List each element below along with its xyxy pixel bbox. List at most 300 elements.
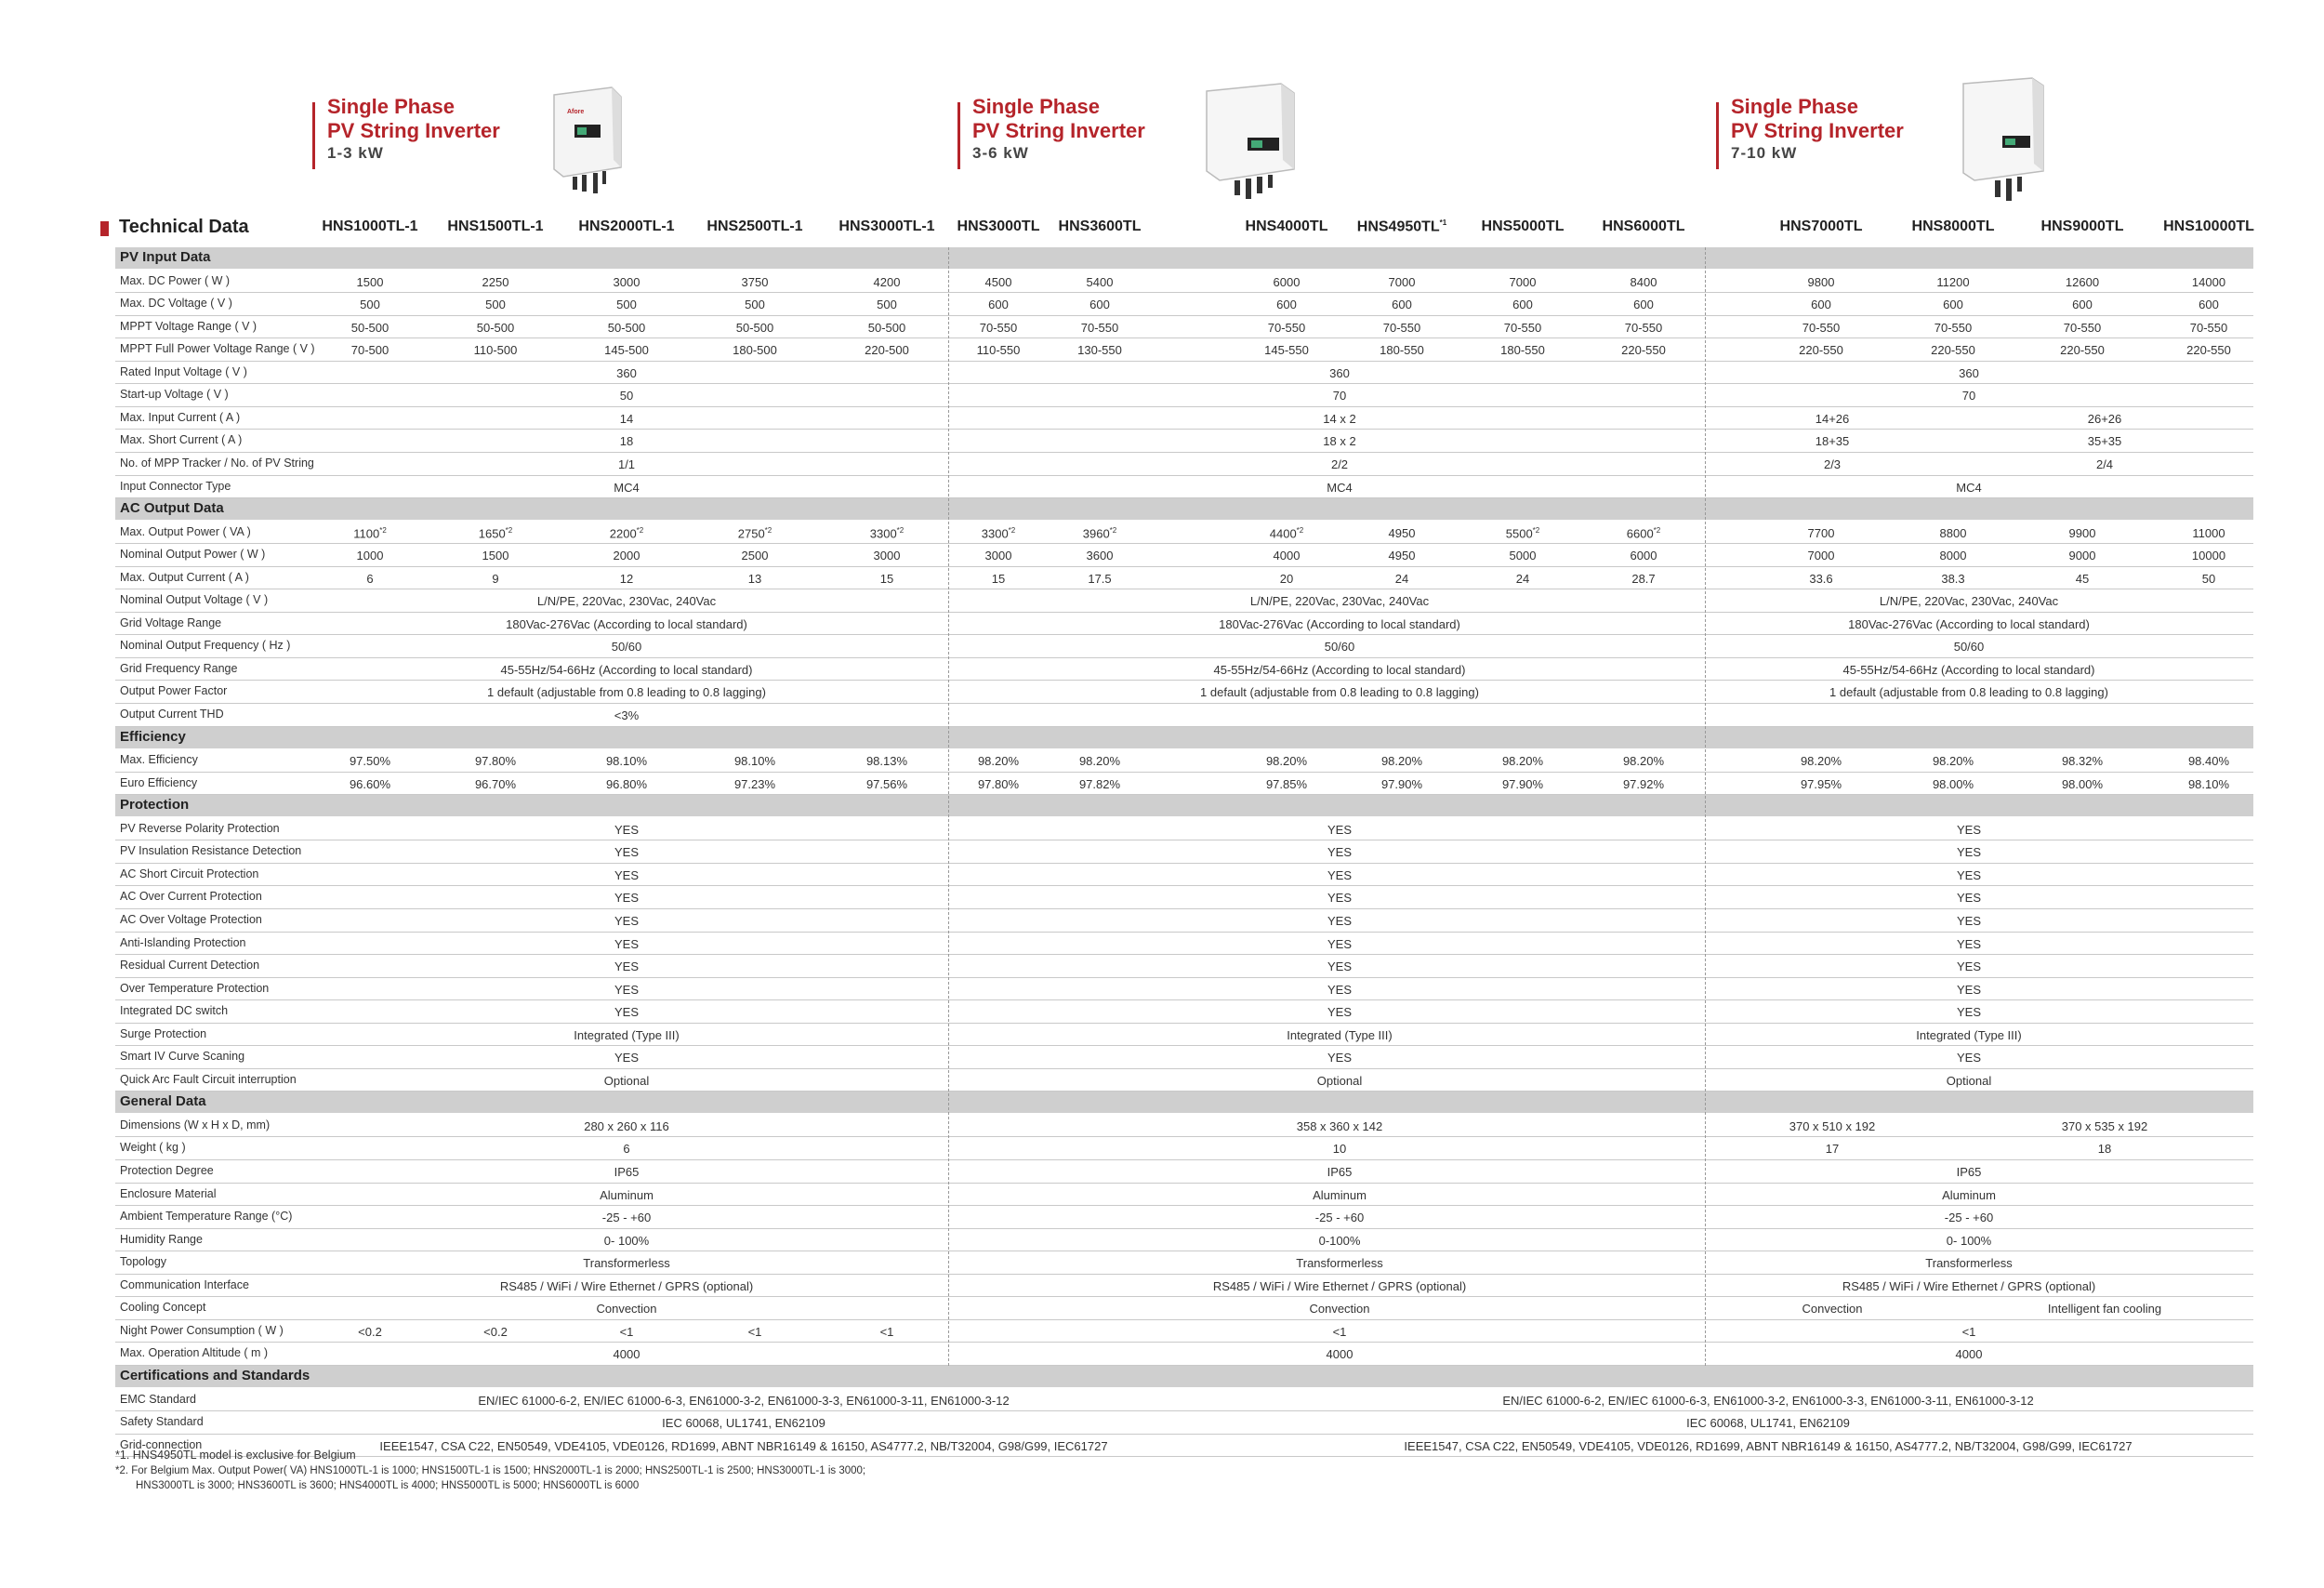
row-separator xyxy=(115,452,2253,453)
cell-value: 45-55Hz/54-66Hz (According to local standard) xyxy=(1213,662,1466,677)
cell-value: 5500$^{*2}$ xyxy=(1505,525,1540,540)
cell-value: 360 xyxy=(616,365,637,380)
row-separator xyxy=(115,1068,2253,1069)
cell-value: 145-550 xyxy=(1264,343,1309,358)
cell-value: 50-500 xyxy=(735,320,774,335)
cell-value: 97.23% xyxy=(733,776,776,791)
row-separator xyxy=(115,1296,2253,1297)
row-separator xyxy=(115,932,2253,933)
row-separator xyxy=(115,337,2253,338)
cell-value: YES xyxy=(614,845,640,860)
cell-value: 220-550 xyxy=(1621,343,1666,358)
cell-value: 370 x 510 x 192 xyxy=(1789,1118,1876,1133)
cell-value: 97.50% xyxy=(349,754,391,769)
cell-value: 70-550 xyxy=(979,320,1018,335)
section-title: Certifications and Standards xyxy=(120,1367,310,1383)
row-separator xyxy=(115,475,2253,476)
row-label: PV Reverse Polarity Protection xyxy=(120,821,280,835)
row-separator xyxy=(115,315,2253,316)
cell-value: 5000 xyxy=(1509,549,1537,563)
row-separator xyxy=(115,292,2253,293)
cell-value: 180Vac-276Vac (According to local standard) xyxy=(506,616,747,631)
row-separator xyxy=(115,1456,2253,1457)
cell-value: 1000 xyxy=(356,549,384,563)
cell-value: 12600 xyxy=(2065,274,2100,289)
cell-value: 45-55Hz/54-66Hz (According to local standard) xyxy=(500,662,753,677)
cell-value: YES xyxy=(1327,959,1353,974)
cell-value: 15 xyxy=(879,571,894,586)
cell-value: 70 xyxy=(1961,389,1976,404)
row-separator xyxy=(115,429,2253,430)
cell-value: 2250 xyxy=(482,274,509,289)
section-header xyxy=(115,1366,2253,1387)
cell-value: 4500 xyxy=(984,274,1012,289)
cell-value: <3% xyxy=(614,708,640,722)
cell-value: 4000 xyxy=(1273,549,1301,563)
cell-value: 1650$^{*2}$ xyxy=(478,525,513,540)
cell-value: <1 xyxy=(1332,1324,1347,1339)
cell-value: Integrated (Type III) xyxy=(1916,1027,2022,1042)
cell-value: 3000 xyxy=(873,549,901,563)
value-footnote-mark: *2 xyxy=(1008,525,1016,535)
cell-value: 600 xyxy=(1392,298,1412,312)
cell-value: 11200 xyxy=(1936,274,1970,289)
row-label: Max. Short Current ( A ) xyxy=(120,433,243,447)
cell-value: 2000 xyxy=(613,549,640,563)
cell-value: 70-500 xyxy=(350,343,390,358)
row-separator xyxy=(115,977,2253,978)
cell-value: YES xyxy=(614,822,640,837)
cell-value: YES xyxy=(1327,982,1353,997)
row-label: Anti-Islanding Protection xyxy=(120,935,246,949)
cell-value: 98.20% xyxy=(1265,754,1308,769)
cell-value: EN/IEC 61000-6-2, EN/IEC 61000-6-3, EN61000-3-2, EN61000-3-3, EN61000-3-11, EN61000-3-12 xyxy=(1502,1393,2034,1408)
cell-value: 33.6 xyxy=(1809,571,1833,586)
cell-value: 97.95% xyxy=(1800,776,1842,791)
row-separator xyxy=(115,1136,2253,1137)
row-separator xyxy=(115,1319,2253,1320)
cell-value: 98.20% xyxy=(1932,754,1974,769)
row-label: Communication Interface xyxy=(120,1277,249,1291)
cell-value: 3750 xyxy=(741,274,769,289)
cell-value: 600 xyxy=(1811,298,1831,312)
cell-value: 6 xyxy=(366,571,374,586)
row-separator xyxy=(115,1045,2253,1046)
model-name: HNS5000TL xyxy=(1481,218,1565,234)
cell-value: YES xyxy=(614,936,640,951)
cell-value: 0- 100% xyxy=(1946,1233,1992,1248)
value-footnote-mark: *2 xyxy=(636,525,644,535)
cell-value: 500 xyxy=(360,298,380,312)
cell-value: <1 xyxy=(1961,1324,1976,1339)
cell-value: <0.2 xyxy=(483,1324,508,1339)
cell-value: 45-55Hz/54-66Hz (According to local standard) xyxy=(1842,662,2095,677)
cell-value: 98.20% xyxy=(1078,754,1121,769)
cell-value: 20 xyxy=(1279,571,1294,586)
row-label: Output Current THD xyxy=(120,708,224,721)
cell-value: 3000 xyxy=(613,274,640,289)
cell-value: MC4 xyxy=(1327,480,1353,495)
cell-value: 8000 xyxy=(1939,549,1967,563)
cell-value: 3000 xyxy=(984,549,1012,563)
cell-value: Transformerless xyxy=(1925,1256,2013,1271)
footnote-2: *2. For Belgium Max. Output Power( VA) HNS1000TL-1 is 1000; HNS1500TL-1 is 1500; HNS2000TL-1 is 2000; HNS2500TL-1 is 2500; HNS3000TL-1 is 3000; xyxy=(115,1465,866,1476)
cell-value: 50-500 xyxy=(350,320,390,335)
row-label: Integrated DC switch xyxy=(120,1004,229,1018)
cell-value: IEEE1547, CSA C22, EN50549, VDE4105, VDE0126, RD1699, ABNT NBR16149 & 16150, AS4777.2, NB/T32004, G98/G99, IEC61727 xyxy=(1404,1438,2133,1453)
cell-value: 600 xyxy=(1943,298,1963,312)
cell-value: 220-550 xyxy=(2186,343,2231,358)
cell-value: 35+35 xyxy=(2087,434,2122,449)
value-footnote-mark: *2 xyxy=(1296,525,1304,535)
cell-value: 6000 xyxy=(1630,549,1657,563)
cell-value: -25 - +60 xyxy=(601,1211,652,1225)
cell-value: 7700 xyxy=(1807,525,1835,540)
cell-value: 180-500 xyxy=(733,343,777,358)
cell-value: 12 xyxy=(619,571,634,586)
cell-value: MC4 xyxy=(1956,480,1982,495)
cell-value: IP65 xyxy=(614,1165,640,1179)
header-line2: PV String Inverter xyxy=(972,119,1145,142)
value-footnote-mark: *2 xyxy=(379,525,387,535)
model-name: HNS10000TL xyxy=(2163,218,2254,234)
cell-value: 3600 xyxy=(1086,549,1114,563)
cell-value: RS485 / WiFi / Wire Ethernet / GPRS (optional) xyxy=(1212,1278,1467,1293)
group-divider xyxy=(948,247,949,1366)
row-separator xyxy=(115,908,2253,909)
cell-value: 1500 xyxy=(482,549,509,563)
row-separator xyxy=(115,954,2253,955)
cell-value: 2500 xyxy=(741,549,769,563)
cell-value: 28.7 xyxy=(1631,571,1656,586)
cell-value: 220-550 xyxy=(1931,343,1975,358)
cell-value: 26+26 xyxy=(2087,411,2122,426)
cell-value: 1/1 xyxy=(617,457,636,471)
cell-value: 600 xyxy=(1633,298,1654,312)
cell-value: Convection xyxy=(596,1302,657,1317)
section-header xyxy=(115,795,2253,816)
section-title: Protection xyxy=(120,797,190,814)
row-label: Grid Frequency Range xyxy=(120,661,238,675)
cell-value: Aluminum xyxy=(1313,1187,1367,1202)
row-label: AC Over Current Protection xyxy=(120,890,262,904)
value-footnote-mark: *2 xyxy=(1653,525,1661,535)
row-separator xyxy=(115,1183,2253,1184)
row-label: Cooling Concept xyxy=(120,1301,206,1315)
row-separator xyxy=(115,383,2253,384)
cell-value: MC4 xyxy=(614,480,640,495)
cell-value: RS485 / WiFi / Wire Ethernet / GPRS (optional) xyxy=(499,1278,754,1293)
row-separator xyxy=(115,406,2253,407)
value-footnote-mark: *2 xyxy=(764,525,772,535)
cell-value: 2750$^{*2}$ xyxy=(737,525,772,540)
value-footnote-mark: *2 xyxy=(1109,525,1117,535)
model-name: HNS8000TL xyxy=(1911,218,1995,234)
cell-value: 8800 xyxy=(1939,525,1967,540)
row-label: Start-up Voltage ( V ) xyxy=(120,388,229,402)
cell-value: 4950 xyxy=(1388,549,1416,563)
row-label: Max. Output Current ( A ) xyxy=(120,570,249,584)
cell-value: YES xyxy=(1956,936,1982,951)
cell-value: 7000 xyxy=(1388,274,1416,289)
footnote-2-cont: HNS3000TL is 3000; HNS3600TL is 3600; HNS4000TL is 4000; HNS5000TL is 5000; HNS6000TL is 6000 xyxy=(136,1480,640,1491)
row-label: Rated Input Voltage ( V ) xyxy=(120,364,247,378)
cell-value: 600 xyxy=(1276,298,1297,312)
row-label: Topology xyxy=(120,1255,167,1269)
header-range: 3-6 kW xyxy=(972,144,1029,162)
cell-value: -25 - +60 xyxy=(1944,1211,1994,1225)
model-name: HNS6000TL xyxy=(1602,218,1685,234)
section-header xyxy=(115,727,2253,748)
cell-value: YES xyxy=(1327,867,1353,882)
cell-value: 24 xyxy=(1394,571,1409,586)
cell-value: 98.20% xyxy=(977,754,1020,769)
cell-value: 1500 xyxy=(356,274,384,289)
cell-value: 4950 xyxy=(1388,525,1416,540)
cell-value: 4000 xyxy=(1326,1347,1353,1362)
cell-value: 70-550 xyxy=(1382,320,1421,335)
row-separator xyxy=(115,1159,2253,1160)
cell-value: 70-550 xyxy=(1624,320,1663,335)
cell-value: <0.2 xyxy=(358,1324,382,1339)
cell-value: 9 xyxy=(492,571,499,586)
cell-value: 98.20% xyxy=(1380,754,1423,769)
cell-value: 500 xyxy=(616,298,637,312)
cell-value: 50-500 xyxy=(867,320,906,335)
cell-value: 98.10% xyxy=(733,754,776,769)
cell-value: IEC 60068, UL1741, EN62109 xyxy=(662,1416,825,1431)
cell-value: YES xyxy=(1956,982,1982,997)
cell-value: 220-500 xyxy=(865,343,909,358)
cell-value: L/N/PE, 220Vac, 230Vac, 240Vac xyxy=(536,594,717,609)
cell-value: 2200$^{*2}$ xyxy=(609,525,644,540)
cell-value: 1 default (adjustable from 0.8 leading to 0.8 lagging) xyxy=(487,685,766,700)
cell-value: -25 - +60 xyxy=(1314,1211,1365,1225)
cell-value: 130-550 xyxy=(1077,343,1122,358)
cell-value: YES xyxy=(614,982,640,997)
cell-value: 98.40% xyxy=(2187,754,2230,769)
row-label: Max. Efficiency xyxy=(120,753,198,767)
cell-value: 220-550 xyxy=(1799,343,1843,358)
cell-value: 0-100% xyxy=(1318,1233,1361,1248)
header-line2: PV String Inverter xyxy=(327,119,500,142)
model-name: HNS2500TL-1 xyxy=(706,218,803,234)
section-title: AC Output Data xyxy=(120,500,224,517)
header-line1: Single Phase xyxy=(972,95,1100,118)
row-label: Max. Output Power ( VA ) xyxy=(120,524,251,538)
cell-value: 97.56% xyxy=(865,776,908,791)
cell-value: 97.92% xyxy=(1622,776,1665,791)
cell-value: 70-550 xyxy=(1802,320,1841,335)
cell-value: 50 xyxy=(619,389,634,404)
model-name: HNS2000TL-1 xyxy=(578,218,675,234)
row-separator xyxy=(115,657,2253,658)
cell-value: 97.80% xyxy=(977,776,1020,791)
cell-value: 70-550 xyxy=(1934,320,1973,335)
cell-value: IP65 xyxy=(1956,1165,1982,1179)
cell-value: Convection xyxy=(1802,1302,1863,1317)
row-separator xyxy=(115,1023,2253,1024)
row-label: Safety Standard xyxy=(120,1415,204,1429)
cell-value: YES xyxy=(614,867,640,882)
row-separator xyxy=(115,703,2253,704)
row-label: No. of MPP Tracker / No. of PV String xyxy=(120,456,314,470)
section-header xyxy=(115,498,2253,520)
row-label: Dimensions (W x H x D, mm) xyxy=(120,1118,271,1131)
row-label: PV Insulation Resistance Detection xyxy=(120,844,302,858)
cell-value: 220-550 xyxy=(2060,343,2105,358)
cell-value: YES xyxy=(614,1051,640,1065)
cell-value: 1100$^{*2}$ xyxy=(353,525,387,540)
model-footnote-mark: *1 xyxy=(1439,218,1447,227)
row-separator xyxy=(115,999,2253,1000)
row-label: AC Over Voltage Protection xyxy=(120,912,262,926)
cell-value: 50-500 xyxy=(607,320,646,335)
cell-value: 96.80% xyxy=(605,776,648,791)
row-separator xyxy=(115,612,2253,613)
model-name: HNS1000TL-1 xyxy=(322,218,418,234)
cell-value: 15 xyxy=(991,571,1006,586)
cell-value: 358 x 360 x 142 xyxy=(1296,1118,1383,1133)
value-footnote-mark: *2 xyxy=(505,525,513,535)
cell-value: YES xyxy=(1327,1051,1353,1065)
cell-value: 38.3 xyxy=(1941,571,1965,586)
cell-value: 97.90% xyxy=(1501,776,1544,791)
cell-value: 14+26 xyxy=(1815,411,1850,426)
row-separator xyxy=(115,566,2253,567)
cell-value: YES xyxy=(1956,891,1982,906)
cell-value: 98.20% xyxy=(1501,754,1544,769)
cell-value: 45 xyxy=(2075,571,2090,586)
cell-value: 98.00% xyxy=(2061,776,2104,791)
model-name: HNS3600TL xyxy=(1058,218,1142,234)
cell-value: L/N/PE, 220Vac, 230Vac, 240Vac xyxy=(1249,594,1430,609)
value-footnote-mark: *2 xyxy=(896,525,905,535)
cell-value: Aluminum xyxy=(600,1187,654,1202)
cell-value: 7000 xyxy=(1509,274,1537,289)
cell-value: <1 xyxy=(619,1324,634,1339)
cell-value: Transformerless xyxy=(583,1256,670,1271)
cell-value: 97.85% xyxy=(1265,776,1308,791)
cell-value: Aluminum xyxy=(1942,1187,1996,1202)
header-range: 7-10 kW xyxy=(1731,144,1798,162)
cell-value: 50/60 xyxy=(611,640,642,655)
cell-value: 370 x 535 x 192 xyxy=(2061,1118,2148,1133)
cell-value: 600 xyxy=(2072,298,2093,312)
cell-value: 280 x 260 x 116 xyxy=(584,1118,669,1133)
row-label: Nominal Output Voltage ( V ) xyxy=(120,593,269,607)
cell-value: 97.80% xyxy=(474,754,517,769)
cell-value: 13 xyxy=(747,571,762,586)
cell-value: 97.90% xyxy=(1380,776,1423,791)
cell-value: 6000 xyxy=(1273,274,1301,289)
cell-value: 110-500 xyxy=(473,343,518,358)
row-label: Max. DC Voltage ( V ) xyxy=(120,297,232,311)
group-divider xyxy=(1705,247,1706,1366)
cell-value: Optional xyxy=(1946,1073,1992,1088)
cell-value: 10000 xyxy=(2191,549,2226,563)
cell-value: Optional xyxy=(1316,1073,1363,1088)
row-label: Residual Current Detection xyxy=(120,959,260,973)
cell-value: 98.10% xyxy=(2187,776,2230,791)
cell-value: YES xyxy=(1956,959,1982,974)
cell-value: 2/4 xyxy=(2095,457,2114,471)
cell-value: 98.00% xyxy=(1932,776,1974,791)
cell-value: 18 xyxy=(619,434,634,449)
cell-value: Optional xyxy=(603,1073,650,1088)
cell-value: 600 xyxy=(2199,298,2219,312)
cell-value: IP65 xyxy=(1327,1165,1353,1179)
cell-value: 500 xyxy=(485,298,506,312)
cell-value: 2/2 xyxy=(1330,457,1349,471)
cell-value: YES xyxy=(1327,845,1353,860)
row-label: Surge Protection xyxy=(120,1026,207,1040)
cell-value: YES xyxy=(1327,822,1353,837)
cell-value: 70-550 xyxy=(1267,320,1306,335)
cell-value: 24 xyxy=(1515,571,1530,586)
cell-value: YES xyxy=(1956,845,1982,860)
cell-value: 96.60% xyxy=(349,776,391,791)
cell-value: 10 xyxy=(1332,1142,1347,1157)
cell-value: Integrated (Type III) xyxy=(574,1027,680,1042)
row-label: Smart IV Curve Scaning xyxy=(120,1050,245,1064)
cell-value: EN/IEC 61000-6-2, EN/IEC 61000-6-3, EN61000-3-2, EN61000-3-3, EN61000-3-11, EN61000-3-12 xyxy=(478,1393,1010,1408)
row-separator xyxy=(115,634,2253,635)
cell-value: Convection xyxy=(1309,1302,1370,1317)
header-range: 1-3 kW xyxy=(327,144,384,162)
row-label: Max. Input Current ( A ) xyxy=(120,410,241,424)
header-line2: PV String Inverter xyxy=(1731,119,1904,142)
cell-value: IEEE1547, CSA C22, EN50549, VDE4105, VDE0126, RD1699, ABNT NBR16149 & 16150, AS4777.2, NB/T32004, G98/G99, IEC61727 xyxy=(379,1438,1108,1453)
header-line1: Single Phase xyxy=(1731,95,1858,118)
cell-value: 180Vac-276Vac (According to local standard) xyxy=(1848,616,2090,631)
cell-value: Transformerless xyxy=(1296,1256,1383,1271)
section-header xyxy=(115,247,2253,269)
cell-value: 50/60 xyxy=(1953,640,1985,655)
row-label: Enclosure Material xyxy=(120,1186,217,1200)
cell-value: 500 xyxy=(745,298,765,312)
model-name: HNS1500TL-1 xyxy=(447,218,544,234)
row-label: Grid Voltage Range xyxy=(120,615,222,629)
cell-value: 4400$^{*2}$ xyxy=(1269,525,1304,540)
cell-value: 0- 100% xyxy=(603,1233,650,1248)
cell-value: 18+35 xyxy=(1815,434,1850,449)
cell-value: YES xyxy=(1327,913,1353,928)
row-label: Quick Arc Fault Circuit interruption xyxy=(120,1072,297,1086)
header-line1: Single Phase xyxy=(327,95,455,118)
section-title: General Data xyxy=(120,1093,206,1110)
cell-value: 360 xyxy=(1959,365,1979,380)
row-separator xyxy=(115,680,2253,681)
cell-value: 360 xyxy=(1329,365,1350,380)
cell-value: 50 xyxy=(2201,571,2216,586)
cell-value: 98.20% xyxy=(1622,754,1665,769)
cell-value: 18 xyxy=(2097,1142,2112,1157)
row-separator xyxy=(115,1434,2253,1435)
cell-value: 9000 xyxy=(2068,549,2096,563)
cell-value: 600 xyxy=(1512,298,1533,312)
cell-value: YES xyxy=(614,1005,640,1020)
cell-value: 6 xyxy=(623,1142,630,1157)
model-name: HNS3000TL xyxy=(957,218,1040,234)
cell-value: 50-500 xyxy=(476,320,515,335)
cell-value: RS485 / WiFi / Wire Ethernet / GPRS (optional) xyxy=(1842,1278,2096,1293)
row-label: Humidity Range xyxy=(120,1232,203,1246)
cell-value: 70-550 xyxy=(2189,320,2228,335)
cell-value: 7000 xyxy=(1807,549,1835,563)
row-separator xyxy=(115,361,2253,362)
cell-value: YES xyxy=(614,959,640,974)
